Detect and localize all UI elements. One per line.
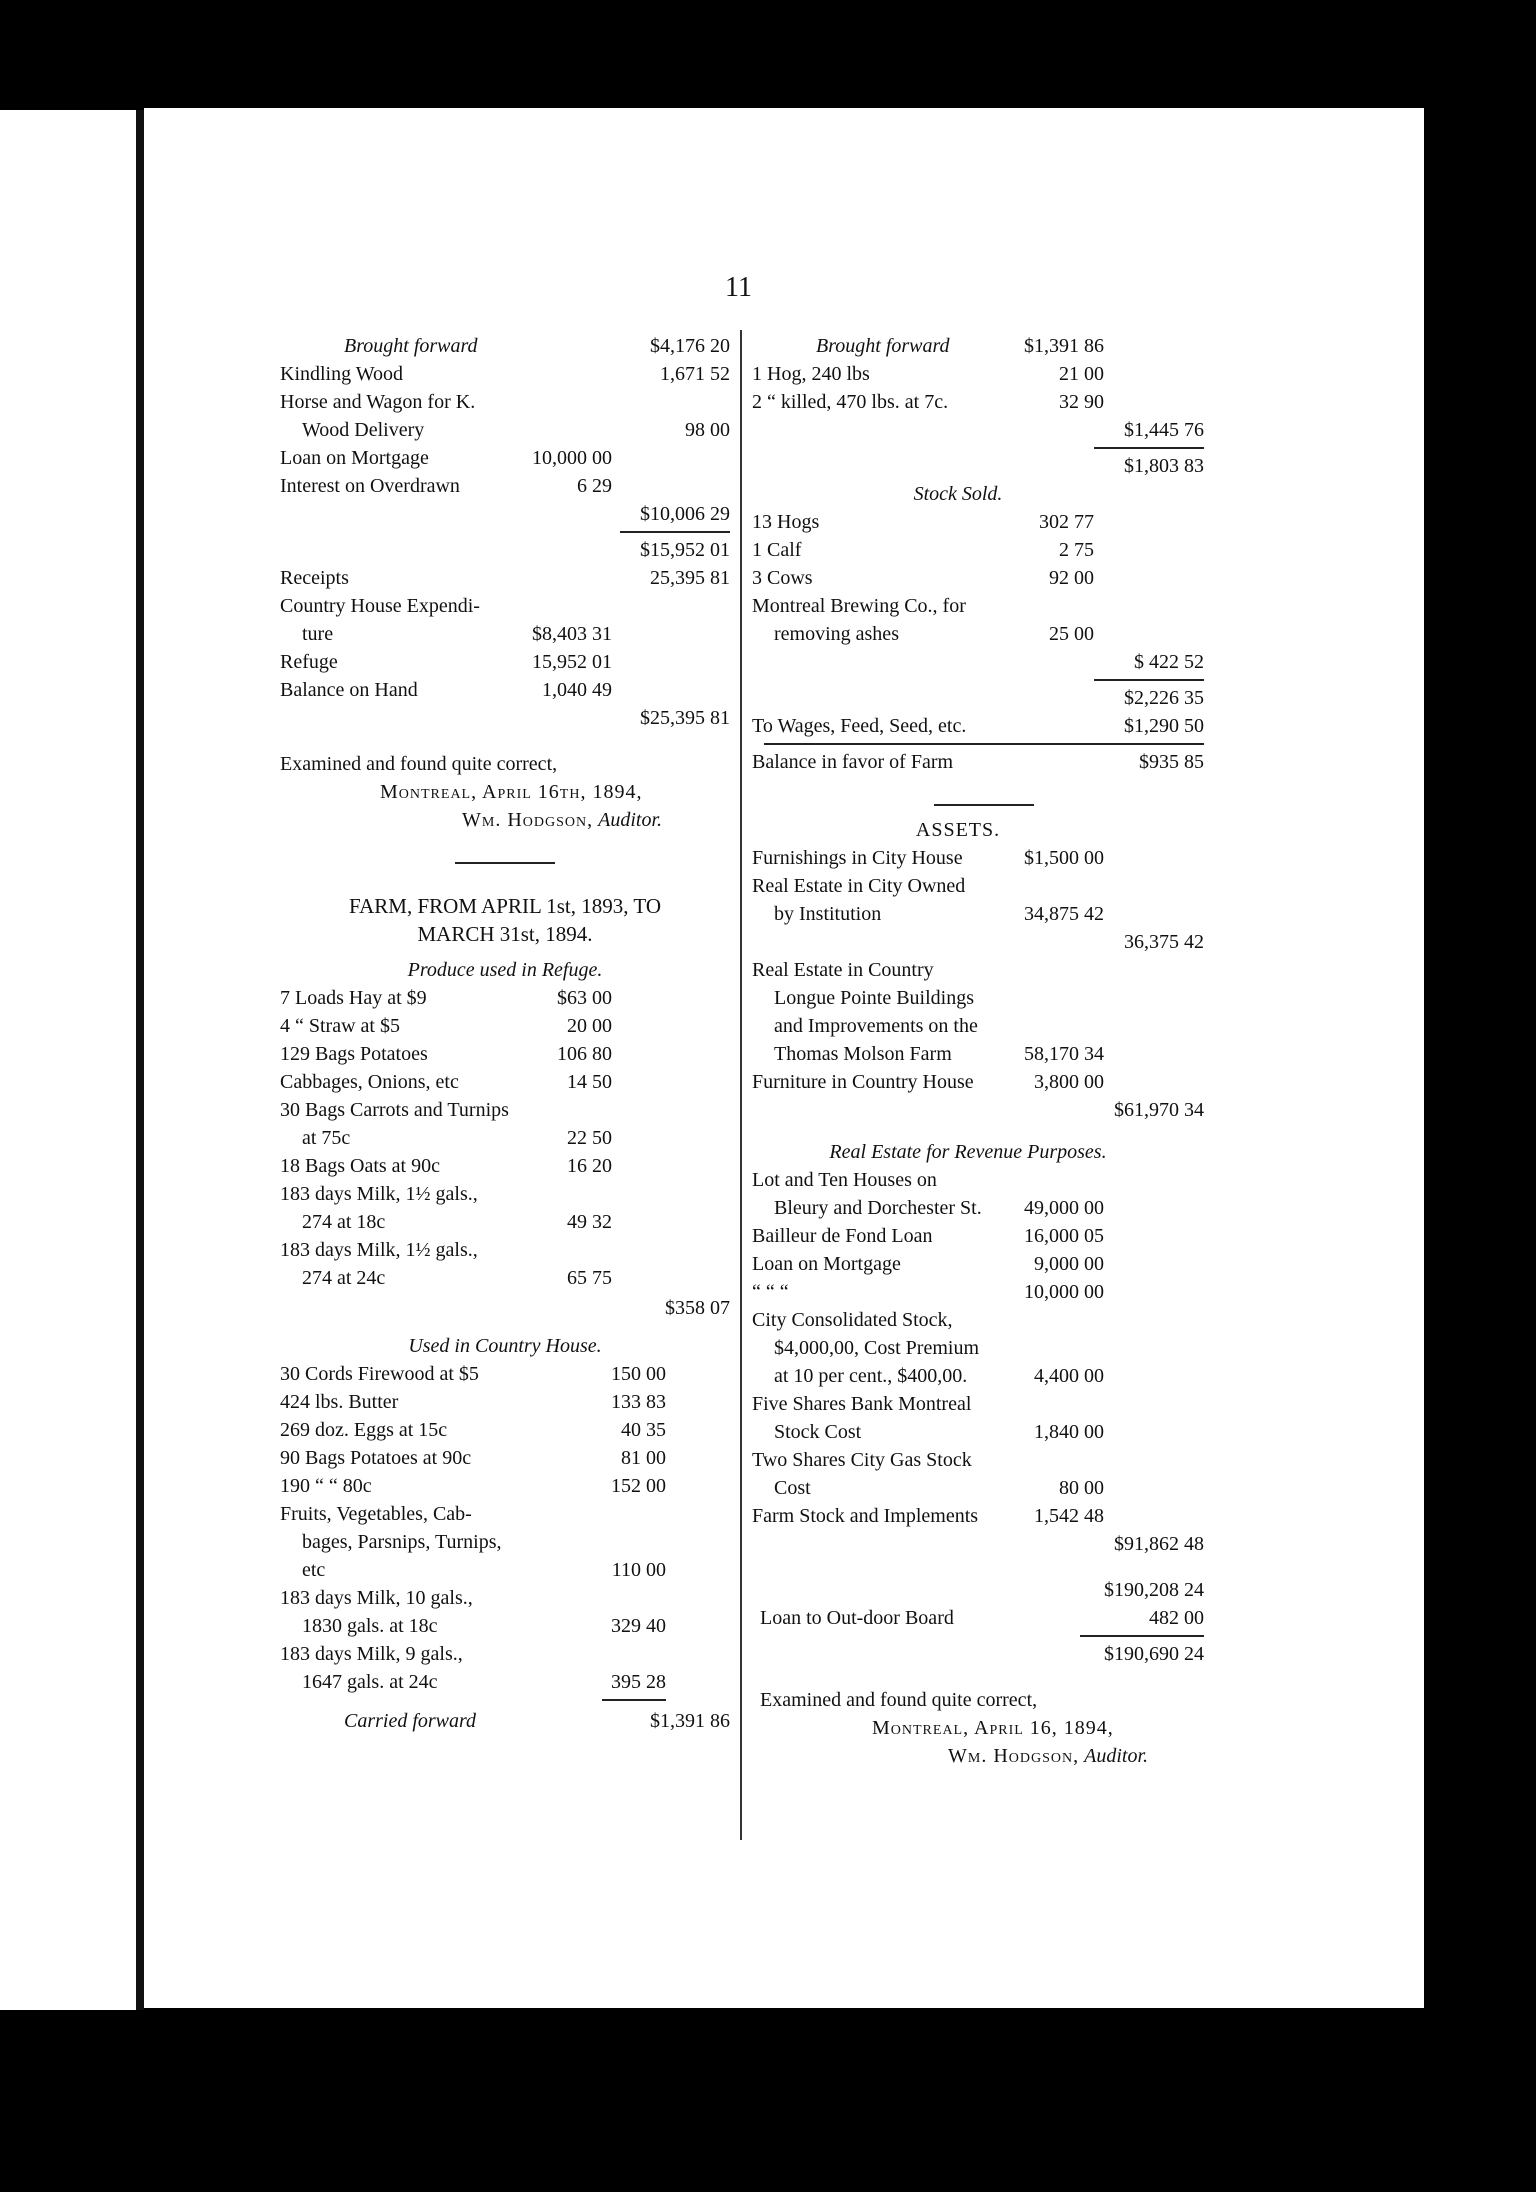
ledger-row: [280, 592, 730, 620]
sum-rule: [602, 1699, 666, 1701]
amount: 302 77: [1039, 511, 1094, 533]
ledger-row: [752, 1166, 1204, 1194]
ledger-row: [280, 1584, 730, 1612]
line-label: “ “ “: [752, 1281, 789, 1303]
ledger-row: [752, 984, 1204, 1012]
line-label: Interest on Overdrawn: [280, 475, 460, 497]
line-label: 30 Cords Firewood at $5: [280, 1363, 479, 1385]
line-label: Loan on Mortgage: [752, 1253, 901, 1275]
line-label: 183 days Milk, 9 gals.,: [280, 1643, 463, 1665]
line-label: 2 “ killed, 470 lbs. at 7c.: [752, 391, 949, 413]
amount: 40 35: [621, 1419, 666, 1441]
amount: 9,000 00: [1034, 1253, 1104, 1275]
signature-line: [752, 1742, 1204, 1770]
line-label: Furniture in Country House: [752, 1071, 974, 1093]
line-label: Refuge: [280, 651, 338, 673]
ledger-row: [752, 1012, 1204, 1040]
ledger-row: [752, 1604, 1204, 1632]
line-label: Furnishings in City House: [752, 847, 963, 869]
line-label: at 75c: [302, 1127, 351, 1149]
line-label: To Wages, Feed, Seed, etc.: [752, 715, 967, 737]
ledger-row: [280, 1500, 730, 1528]
line-label: 1830 gals. at 18c: [302, 1615, 438, 1637]
ledger-row: [280, 1707, 730, 1735]
assets-list: [752, 844, 1204, 928]
subtotal: $1,445 76: [1124, 419, 1204, 441]
ledger-row: [280, 1612, 730, 1640]
amount: $63 00: [557, 987, 612, 1009]
farm-title-line-1: FARM, FROM APRIL 1st, 1893, TO: [349, 894, 661, 918]
line-label: Real Estate in City Owned: [752, 875, 966, 897]
amount: $935 85: [1139, 751, 1204, 773]
line-label: 190 “ “ 80c: [280, 1475, 372, 1497]
line-label: $4,000,00, Cost Premium: [774, 1337, 980, 1359]
amount: 133 83: [611, 1391, 666, 1413]
subtotal: $10,006 29: [640, 503, 730, 525]
ledger-row: [752, 1390, 1204, 1418]
carried-forward-label: Carried forward: [344, 1710, 477, 1732]
ledger-row: [280, 676, 730, 704]
ledger-row: [280, 416, 730, 444]
amount: 1,840 00: [1034, 1421, 1104, 1443]
left-column: [280, 332, 730, 1735]
line-label: 274 at 18c: [302, 1211, 386, 1233]
line-label: bages, Parsnips, Turnips,: [302, 1531, 502, 1553]
amount: 106 80: [557, 1043, 612, 1065]
line-label: 183 days Milk, 1½ gals.,: [280, 1239, 478, 1261]
country-heading: Used in Country House.: [408, 1335, 602, 1357]
ledger-row: [752, 360, 1204, 388]
ledger-row: [752, 388, 1204, 416]
stock-sold-heading: Stock Sold.: [913, 483, 1003, 505]
ledger-row: [280, 1208, 730, 1236]
ledger-row: [752, 956, 1204, 984]
ledger-row: [280, 1668, 730, 1696]
subtotal: 36,375 42: [1124, 931, 1204, 953]
amount: $1,391 86: [650, 1710, 730, 1732]
sum-rule: [620, 531, 730, 533]
amount: 21 00: [1059, 363, 1104, 385]
ledger-row: [752, 1446, 1204, 1474]
line-label: 269 doz. Eggs at 15c: [280, 1419, 448, 1441]
ledger-row: [280, 1528, 730, 1556]
ledger-row: [752, 872, 1204, 900]
total-row: [280, 1294, 730, 1322]
ledger-row: [280, 1124, 730, 1152]
line-label: Stock Cost: [774, 1421, 862, 1443]
ledger-row: [752, 1334, 1204, 1362]
ledger-row: [280, 1444, 730, 1472]
ledger-row: [752, 1474, 1204, 1502]
ledger-row: [280, 332, 730, 360]
ledger-row: [280, 1640, 730, 1668]
ledger-row: [752, 1306, 1204, 1334]
line-label: 18 Bags Oats at 90c: [280, 1155, 440, 1177]
amount: 25,395 81: [650, 567, 730, 589]
subtotal: $1,803 83: [1124, 455, 1204, 477]
amount: 10,000 00: [1024, 1281, 1104, 1303]
line-label: City Consolidated Stock,: [752, 1309, 953, 1331]
grand-total-row: [752, 1640, 1204, 1668]
amount: 1,671 52: [660, 363, 730, 385]
ledger-row: [752, 1278, 1204, 1306]
amount: $1,500 00: [1024, 847, 1104, 869]
line-label: and Improvements on the: [774, 1015, 978, 1037]
ledger-row: [752, 1068, 1204, 1096]
produce-total: $358 07: [665, 1297, 730, 1319]
line-label: 4 “ Straw at $5: [280, 1015, 400, 1037]
ledger-row: [280, 1360, 730, 1388]
sum-rule: [1094, 679, 1204, 681]
country-house-list: [280, 1360, 730, 1696]
amount: 98 00: [685, 419, 730, 441]
brought-forward-label: Brought forward: [344, 335, 478, 357]
line-label: 3 Cows: [752, 567, 813, 589]
line-label: Two Shares City Gas Stock: [752, 1449, 972, 1471]
line-label: etc: [302, 1559, 326, 1581]
line-label: Real Estate in Country: [752, 959, 934, 981]
ledger-row: [752, 1418, 1204, 1446]
line-label: 13 Hogs: [752, 511, 820, 533]
ledger-row: [280, 1472, 730, 1500]
amount: 16 20: [567, 1155, 612, 1177]
ledger-row: [752, 620, 1204, 648]
previous-page-edge: [0, 110, 136, 2010]
ledger-row: [280, 1180, 730, 1208]
line-label: 424 lbs. Butter: [280, 1391, 399, 1413]
subtotal: $15,952 01: [640, 539, 730, 561]
line-label: Balance on Hand: [280, 679, 418, 701]
page-number: 11: [725, 272, 752, 303]
amount: 110 00: [611, 1559, 666, 1581]
amount: 395 28: [611, 1671, 666, 1693]
line-label: 183 days Milk, 1½ gals.,: [280, 1183, 478, 1205]
subtotal-row: [752, 684, 1204, 712]
amount: 80 00: [1059, 1477, 1104, 1499]
amount: 10,000 00: [532, 447, 612, 469]
ledger-row: [752, 712, 1204, 740]
amount: $4,176 20: [650, 335, 730, 357]
amount: 65 75: [567, 1267, 612, 1289]
line-label: Receipts: [280, 567, 349, 589]
line-label: Bailleur de Fond Loan: [752, 1225, 933, 1247]
sum-rule: [1080, 1635, 1204, 1637]
amount: 14 50: [567, 1071, 612, 1093]
line-label: Farm Stock and Implements: [752, 1505, 979, 1527]
line-label: Cost: [774, 1477, 811, 1499]
ledger-row: [280, 1040, 730, 1068]
section-divider: [455, 862, 555, 864]
ledger-row: [752, 592, 1204, 620]
amount: 49,000 00: [1024, 1197, 1104, 1219]
place-date: Montreal, April 16th, 1894,: [380, 781, 643, 803]
ledger-row: [280, 360, 730, 388]
column-divider: [740, 330, 742, 1840]
line-label: Lot and Ten Houses on: [752, 1169, 937, 1191]
grand-total-row: [752, 1576, 1204, 1604]
line-label: Balance in favor of Farm: [752, 751, 954, 773]
ledger-row: [752, 1222, 1204, 1250]
line-label: Five Shares Bank Montreal: [752, 1393, 972, 1415]
section-divider: [934, 804, 1034, 806]
amount: 2 75: [1059, 539, 1094, 561]
produce-list: [280, 984, 730, 1292]
ledger-row: [752, 536, 1204, 564]
ledger-row: [752, 748, 1204, 776]
total-row: [280, 704, 730, 732]
ledger-row: [280, 1556, 730, 1584]
ledger-row: [280, 1264, 730, 1292]
sum-rule: [764, 743, 1204, 745]
line-label: 274 at 24c: [302, 1267, 386, 1289]
line-label: 1 Hog, 240 lbs: [752, 363, 870, 385]
subtotal-row: [752, 1530, 1204, 1558]
line-label: 183 days Milk, 10 gals.,: [280, 1587, 473, 1609]
line-label: 129 Bags Potatoes: [280, 1043, 428, 1065]
line-label: Kindling Wood: [280, 363, 404, 385]
line-label: at 10 per cent., $400,00.: [774, 1365, 968, 1387]
ledger-row: [752, 844, 1204, 872]
line-label: Wood Delivery: [302, 419, 425, 441]
amount: 152 00: [611, 1475, 666, 1497]
ledger-row: [752, 1194, 1204, 1222]
produce-heading: Produce used in Refuge.: [407, 959, 603, 981]
revenue-heading: Real Estate for Revenue Purposes.: [829, 1141, 1107, 1163]
line-label: Country House Expendi-: [280, 595, 480, 617]
total: $25,395 81: [640, 707, 730, 729]
ledger-row: [752, 1502, 1204, 1530]
amount: $1,290 50: [1124, 715, 1204, 737]
ledger-row: [280, 1236, 730, 1264]
brought-forward-label: Brought forward: [816, 335, 950, 357]
line-label: Bleury and Dorchester St.: [774, 1197, 982, 1219]
amount: 32 90: [1059, 391, 1104, 413]
subtotal: $91,862 48: [1114, 1533, 1204, 1555]
auditor-role: Auditor.: [1084, 1745, 1149, 1767]
ledger-row: [752, 508, 1204, 536]
amount: 58,170 34: [1024, 1043, 1104, 1065]
line-label: ture: [302, 623, 334, 645]
stock-total: $ 422 52: [1134, 651, 1204, 673]
amount: $8,403 31: [532, 623, 612, 645]
ledger-row: [752, 1362, 1204, 1390]
amount: 329 40: [611, 1615, 666, 1637]
amount: 15,952 01: [532, 651, 612, 673]
right-column: [752, 332, 1204, 1770]
line-label: 1647 gals. at 24c: [302, 1671, 438, 1693]
ledger-row: [752, 1250, 1204, 1278]
ledger-row: [280, 564, 730, 592]
amount: 1,542 48: [1034, 1505, 1104, 1527]
amount: 1,040 49: [542, 679, 612, 701]
ledger-row: [280, 1416, 730, 1444]
line-label: 7 Loads Hay at $9: [280, 987, 427, 1009]
subtotal-row: [752, 928, 1204, 956]
amount: 25 00: [1049, 623, 1094, 645]
book-gutter: [136, 110, 144, 2010]
sum-rule: [1094, 447, 1204, 449]
grand-total: $190,208 24: [1104, 1579, 1204, 1601]
line-label: Loan on Mortgage: [280, 447, 429, 469]
amount: 49 32: [567, 1211, 612, 1233]
amount: 16,000 05: [1024, 1225, 1104, 1247]
line-label: 90 Bags Potatoes at 90c: [280, 1447, 472, 1469]
amount: 34,875 42: [1024, 903, 1104, 925]
amount: 92 00: [1049, 567, 1094, 589]
amount: 81 00: [621, 1447, 666, 1469]
ledger-row: [280, 472, 730, 500]
subtotal-row: [752, 648, 1204, 676]
line-label: Loan to Out-door Board: [760, 1607, 954, 1629]
line-label: Longue Pointe Buildings: [774, 987, 974, 1009]
ledger-row: [280, 984, 730, 1012]
ledger-row: [752, 900, 1204, 928]
line-label: 30 Bags Carrots and Turnips: [280, 1099, 509, 1121]
ledger-row: [280, 444, 730, 472]
amount: $1,391 86: [1024, 335, 1104, 357]
ledger-row: [280, 1388, 730, 1416]
farm-title-line-2: MARCH 31st, 1894.: [417, 922, 593, 946]
amount: 3,800 00: [1034, 1071, 1104, 1093]
line-label: Cabbages, Onions, etc: [280, 1071, 459, 1093]
place-date: Montreal, April 16, 1894,: [872, 1717, 1114, 1739]
line-label: by Institution: [774, 903, 882, 925]
amount: 6 29: [577, 475, 612, 497]
amount: 482 00: [1149, 1607, 1204, 1629]
subtotal-row: [752, 416, 1204, 444]
ledger-row: [280, 648, 730, 676]
amount: 4,400 00: [1034, 1365, 1104, 1387]
ledger-row: [752, 564, 1204, 592]
ledger-row: [280, 1152, 730, 1180]
amount: 22 50: [567, 1127, 612, 1149]
examined-note: Examined and found quite correct,: [280, 753, 558, 775]
auditor-name: Wm. Hodgson,: [462, 809, 594, 831]
examined-note: Examined and found quite correct,: [760, 1689, 1038, 1711]
ledger-row: [280, 388, 730, 416]
assets-title: ASSETS.: [915, 819, 1001, 841]
country-assets-list: [752, 956, 1204, 1096]
ledger-row: [280, 1096, 730, 1124]
line-label: Montreal Brewing Co., for: [752, 595, 966, 617]
ledger-row: [280, 1012, 730, 1040]
grand-total: $190,690 24: [1104, 1643, 1204, 1665]
line-label: Fruits, Vegetables, Cab-: [280, 1503, 472, 1525]
line-label: Thomas Molson Farm: [774, 1043, 952, 1065]
amount: 150 00: [611, 1363, 666, 1385]
auditor-role: Auditor.: [598, 809, 663, 831]
subtotal-row: [752, 452, 1204, 480]
line-label: Horse and Wagon for K.: [280, 391, 476, 413]
line-label: 1 Calf: [752, 539, 802, 561]
auditor-name: Wm. Hodgson,: [948, 1745, 1080, 1767]
revenue-list: [752, 1166, 1204, 1530]
amount: 20 00: [567, 1015, 612, 1037]
signature-line: [280, 806, 730, 834]
ledger-row: [752, 1040, 1204, 1068]
stock-sold-list: [752, 508, 1204, 648]
subtotal: $61,970 34: [1114, 1099, 1204, 1121]
ledger-row: [280, 1068, 730, 1096]
ledger-row: [280, 620, 730, 648]
ledger-row: [752, 332, 1204, 360]
subtotal-row: [280, 500, 730, 528]
subtotal-row: [752, 1096, 1204, 1124]
subtotal-row: [280, 536, 730, 564]
subtotal: $2,226 35: [1124, 687, 1204, 709]
line-label: removing ashes: [774, 623, 899, 645]
